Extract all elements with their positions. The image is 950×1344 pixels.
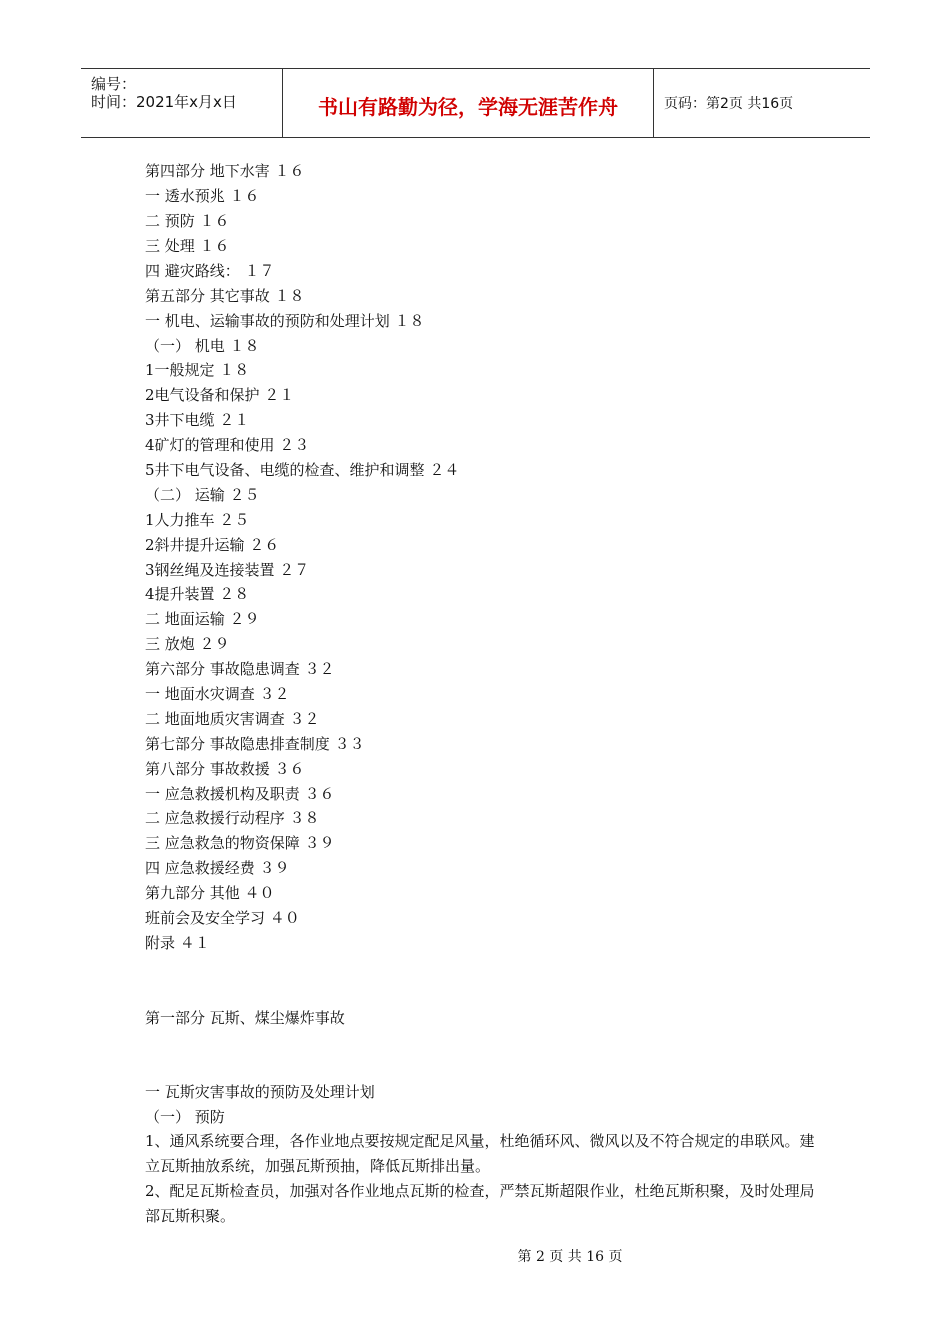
toc-entry: 第四部分 地下水害 １６ — [145, 162, 305, 180]
subsection-heading: （一） 预防 — [145, 1108, 225, 1126]
toc-entry: 三 放炮 ２９ — [145, 635, 230, 653]
toc-entry: 二 预防 １６ — [145, 212, 230, 230]
toc-entry: 附录 ４１ — [145, 934, 210, 952]
toc-entry: 第五部分 其它事故 １８ — [145, 287, 305, 305]
toc-entry: 2电气设备和保护 ２１ — [145, 386, 295, 404]
toc-entry: 班前会及安全学习 ４０ — [145, 909, 300, 927]
toc-entry: 二 地面地质灾害调查 ３２ — [145, 710, 320, 728]
toc-entry: 一 机电、运输事故的预防和处理计划 １８ — [145, 312, 425, 330]
body-paragraph: 2、配足瓦斯检查员，加强对各作业地点瓦斯的检查，严禁瓦斯超限作业，杜绝瓦斯积聚，及时处理局部瓦斯积聚。 — [145, 1182, 815, 1225]
body-paragraph: 1、通风系统要合理，各作业地点要按规定配足风量，杜绝循环风、微风以及不符合规定的串联风。建立瓦斯抽放系统，加强瓦斯预抽，降低瓦斯排出量。 — [145, 1132, 815, 1175]
toc-entry: 3钢丝绳及连接装置 ２７ — [145, 561, 310, 579]
toc-entry: 第九部分 其他 ４０ — [145, 884, 275, 902]
header-motto: 书山有路勤为径，学海无涯苦作舟 — [318, 94, 618, 119]
toc-entry: 5井下电气设备、电缆的检查、维护和调整 ２４ — [145, 461, 460, 479]
part-heading: 第一部分 瓦斯、煤尘爆炸事故 — [145, 1009, 345, 1027]
toc-entry: （二） 运输 ２５ — [145, 486, 260, 504]
toc-entry: 第七部分 事故隐患排查制度 ３３ — [145, 735, 365, 753]
header-motto-cell — [283, 69, 654, 137]
toc-entry: 二 应急救援行动程序 ３８ — [145, 809, 320, 827]
toc-entry: 四 应急救援经费 ３９ — [145, 859, 290, 877]
toc-entry: 1一般规定 １８ — [145, 361, 250, 379]
section-heading: 一 瓦斯灾害事故的预防及处理计划 — [145, 1083, 375, 1101]
toc-entry: 一 应急救援机构及职责 ３６ — [145, 785, 335, 803]
toc-entry: 一 地面水灾调查 ３２ — [145, 685, 290, 703]
toc-entry: 第六部分 事故隐患调查 ３２ — [145, 660, 335, 678]
toc-entry: 3井下电缆 ２１ — [145, 411, 250, 429]
toc-entry: 4提升装置 ２８ — [145, 585, 250, 603]
toc-entry: 第八部分 事故救援 ３６ — [145, 760, 305, 778]
toc-entry: （一） 机电 １８ — [145, 337, 260, 355]
header-page-cell — [654, 69, 870, 137]
toc-entry: 二 地面运输 ２９ — [145, 610, 260, 628]
page-header — [81, 68, 870, 138]
toc-entry: 四 避灾路线： １７ — [145, 262, 275, 280]
toc-entry: 三 处理 １６ — [145, 237, 230, 255]
document-number-label: 编号： — [91, 75, 137, 93]
toc-entry: 三 应急救急的物资保障 ３９ — [145, 834, 335, 852]
toc-entry: 4矿灯的管理和使用 ２３ — [145, 436, 310, 454]
toc-entry: 1人力推车 ２５ — [145, 511, 250, 529]
page-footer: 第 2 页 共 16 页 — [517, 1249, 623, 1265]
toc-entry: 2斜井提升运输 ２６ — [145, 536, 280, 554]
toc-entry: 一 透水预兆 １６ — [145, 187, 260, 205]
header-meta-cell — [81, 69, 283, 137]
document-date-label: 时间：2021年x月x日 — [91, 93, 237, 111]
header-page-info: 页码：第2页 共16页 — [664, 96, 794, 112]
